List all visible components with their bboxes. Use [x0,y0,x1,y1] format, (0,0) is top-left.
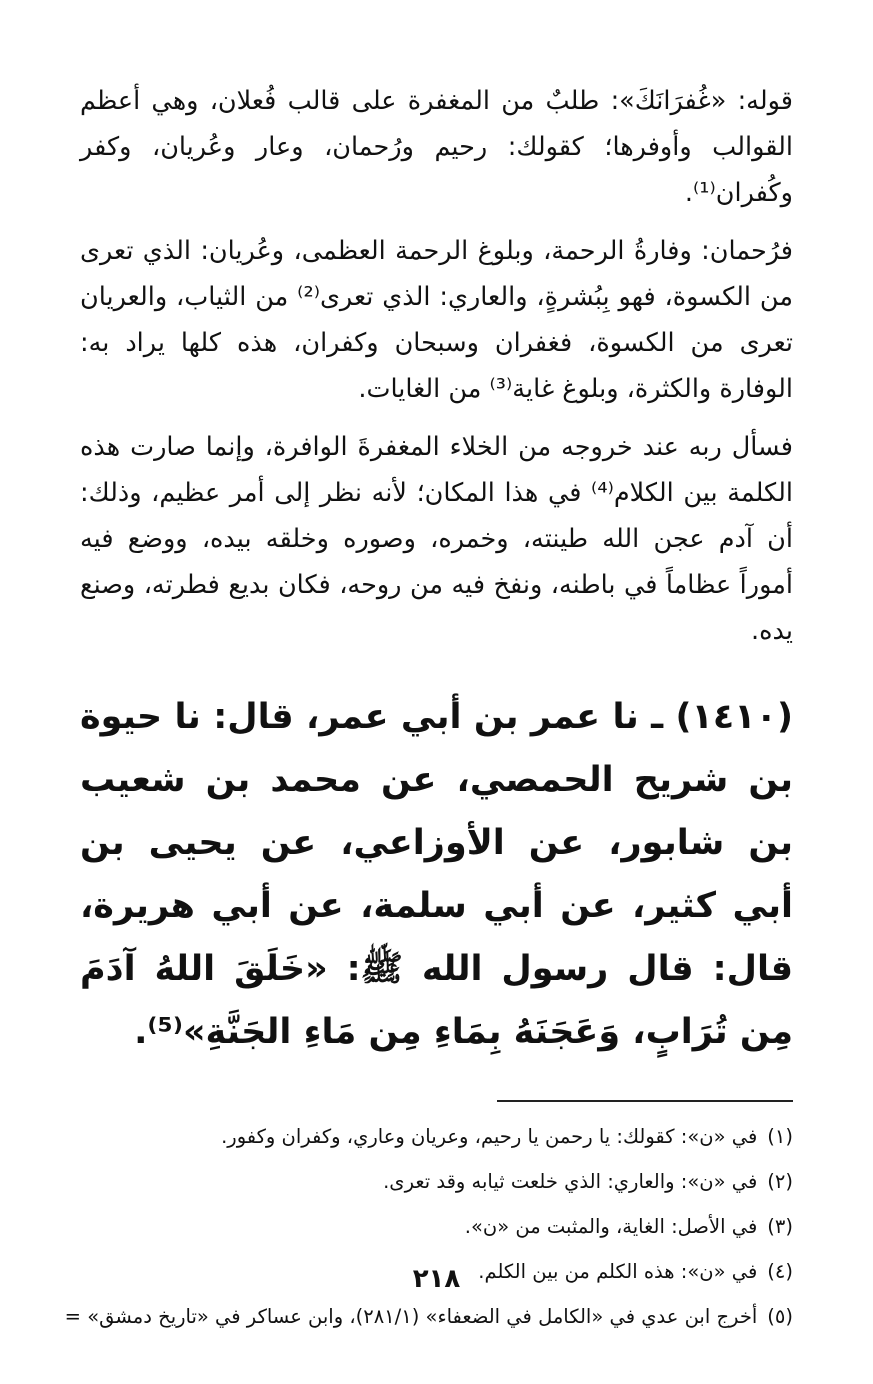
footnote-number: (٣) [767,1215,793,1238]
body-paragraph: قوله: «غُفرَانَكَ»: طلبٌ من المغفرة على قالب فُعلان، وهي أعظم القوالب وأوفرها؛ كقولك: رحيم ورُحمان، وعار وعُريان، وكفر وكُفران⁽¹⁾. [80,86,793,208]
footnote-number: (٥) [767,1305,793,1328]
page-number: ٢١٨ [412,1264,461,1294]
footnote-item [80,1204,793,1249]
footnote-number: (١) [767,1125,793,1148]
body-paragraph: فسأل ربه عند خروجه من الخلاء المغفرةَ الوافرة، وإنما صارت هذه الكلمة بين الكلام⁽⁴⁾ في هذا المكان؛ لأنه نظر إلى أمر عظيم، وذلك: أن آدم عجن الله طينته، وخمره، وصوره وخلقه بيده، ووضع فيه أموراً عظاماً في باطنه، ونفخ فيه من روحه، فكان بديع فطرته، وصنع يده. [80,432,793,646]
footnote-item [64,1294,793,1339]
footnote-item [80,1114,793,1159]
footnote-text: أخرج ابن عدي في «الكامل في الضعفاء» (٢٨١/١)، وابن عساكر في «تاريخ دمشق» = [64,1305,758,1328]
footnotes-list [64,1114,793,1339]
footnote-number: (٢) [767,1170,793,1193]
footnote-divider [497,1100,793,1102]
footnote-text: في «ن»: والعاري: الذي خلعت ثيابه وقد تعرى. [383,1170,758,1193]
footnote-item [80,1159,793,1204]
footnote-number: (٤) [767,1260,793,1283]
footnote-text: في «ن»: هذه الكلم من بين الكلم. [478,1260,758,1283]
footnote-text: في الأصل: الغاية، والمثبت من «ن». [464,1215,758,1238]
footnote-text: في «ن»: كقولك: يا رحمن يا رحيم، وعريان وعاري، وكفران وكفور. [221,1125,758,1148]
hadith-text: (١٤١٠) ـ نا عمر بن أبي عمر، قال: نا حيوة بن شريح الحمصي، عن محمد بن شعيب بن شابور، عن الأوزاعي، عن يحيى بن أبي كثير، عن أبي سلمة، عن أبي هريرة، قال: قال رسول الله ﷺ: «خَلَقَ اللهُ آدَمَ مِن تُرَابٍ، وَعَجَنَهُ بِمَاءِ مِن مَاءِ الجَنَّةِ»⁽⁵⁾. [80,697,793,1052]
body-paragraph: فرُحمان: وفارةُ الرحمة، وبلوغ الرحمة العظمى، وعُريان: الذي تعرى من الكسوة، فهو بِبُشرةٍ، والعاري: الذي تعرى⁽²⁾ من الثياب، والعريان تعرى من الكسوة، فغفران وسبحان وكفران، هذه كلها يراد به: الوفارة والكثرة، وبلوغ غاية⁽³⁾ من الغايات. [80,236,793,404]
